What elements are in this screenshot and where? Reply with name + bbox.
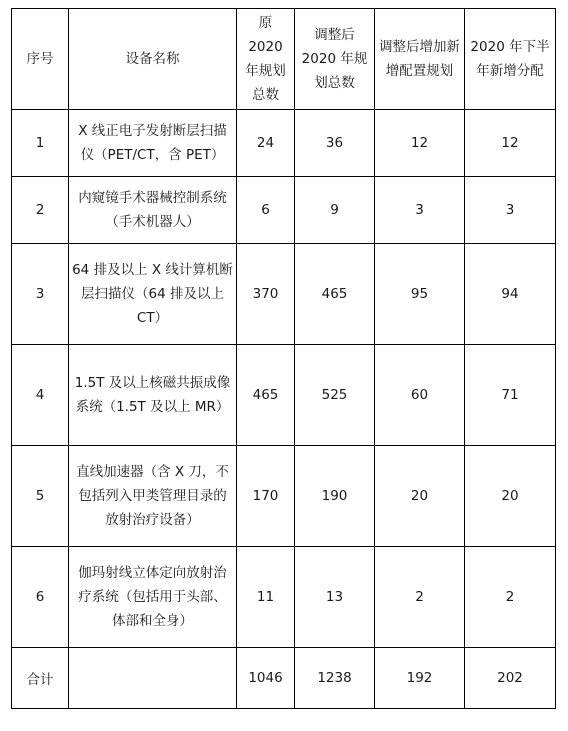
cell-serial: 2 <box>12 177 69 244</box>
cell-added-plan: 2 <box>375 547 465 648</box>
cell-equipment-name: 直线加速器（含 X 刀，不包括列入甲类管理目录的放射治疗设备） <box>69 446 237 547</box>
cell-original-plan: 6 <box>237 177 295 244</box>
table-row <box>12 446 556 547</box>
cell-added-plan: 12 <box>375 110 465 177</box>
cell-adjusted-plan: 190 <box>295 446 375 547</box>
cell-added-plan: 60 <box>375 345 465 446</box>
cell-total-adjusted-plan: 1238 <box>295 648 375 709</box>
cell-allocation: 12 <box>465 110 556 177</box>
header-added-plan: 调整后增加新增配置规划 <box>375 9 465 110</box>
cell-adjusted-plan: 9 <box>295 177 375 244</box>
cell-allocation: 94 <box>465 244 556 345</box>
cell-original-plan: 370 <box>237 244 295 345</box>
cell-original-plan: 465 <box>237 345 295 446</box>
header-equipment-name: 设备名称 <box>69 9 237 110</box>
table-total-row <box>12 648 556 709</box>
header-serial: 序号 <box>12 9 69 110</box>
cell-adjusted-plan: 465 <box>295 244 375 345</box>
cell-serial: 3 <box>12 244 69 345</box>
table-row <box>12 547 556 648</box>
cell-serial: 6 <box>12 547 69 648</box>
header-original-plan: 原 2020 年规划总数 <box>237 9 295 110</box>
cell-total-label: 合计 <box>12 648 69 709</box>
cell-allocation: 20 <box>465 446 556 547</box>
table-row <box>12 345 556 446</box>
cell-serial: 1 <box>12 110 69 177</box>
cell-adjusted-plan: 525 <box>295 345 375 446</box>
cell-added-plan: 3 <box>375 177 465 244</box>
header-adjusted-plan: 调整后 2020 年规划总数 <box>295 9 375 110</box>
cell-equipment-name: 内窥镜手术器械控制系统（手术机器人） <box>69 177 237 244</box>
cell-allocation: 2 <box>465 547 556 648</box>
cell-adjusted-plan: 13 <box>295 547 375 648</box>
cell-serial: 5 <box>12 446 69 547</box>
cell-total-added-plan: 192 <box>375 648 465 709</box>
cell-original-plan: 170 <box>237 446 295 547</box>
cell-equipment-name: 伽玛射线立体定向放射治疗系统（包括用于头部、体部和全身） <box>69 547 237 648</box>
cell-added-plan: 95 <box>375 244 465 345</box>
cell-total-allocation: 202 <box>465 648 556 709</box>
cell-total-original-plan: 1046 <box>237 648 295 709</box>
table-header-row <box>12 9 556 110</box>
cell-equipment-name: 1.5T 及以上核磁共振成像系统（1.5T 及以上 MR） <box>69 345 237 446</box>
cell-allocation: 3 <box>465 177 556 244</box>
equipment-allocation-table <box>11 8 556 709</box>
cell-total-name <box>69 648 237 709</box>
table-row <box>12 244 556 345</box>
cell-original-plan: 11 <box>237 547 295 648</box>
cell-allocation: 71 <box>465 345 556 446</box>
cell-adjusted-plan: 36 <box>295 110 375 177</box>
cell-equipment-name: X 线正电子发射断层扫描仪（PET/CT，含 PET） <box>69 110 237 177</box>
cell-serial: 4 <box>12 345 69 446</box>
cell-equipment-name: 64 排及以上 X 线计算机断层扫描仪（64 排及以上 CT） <box>69 244 237 345</box>
cell-original-plan: 24 <box>237 110 295 177</box>
cell-added-plan: 20 <box>375 446 465 547</box>
header-second-half-allocation: 2020 年下半年新增分配 <box>465 9 556 110</box>
table-row <box>12 177 556 244</box>
table-row <box>12 110 556 177</box>
